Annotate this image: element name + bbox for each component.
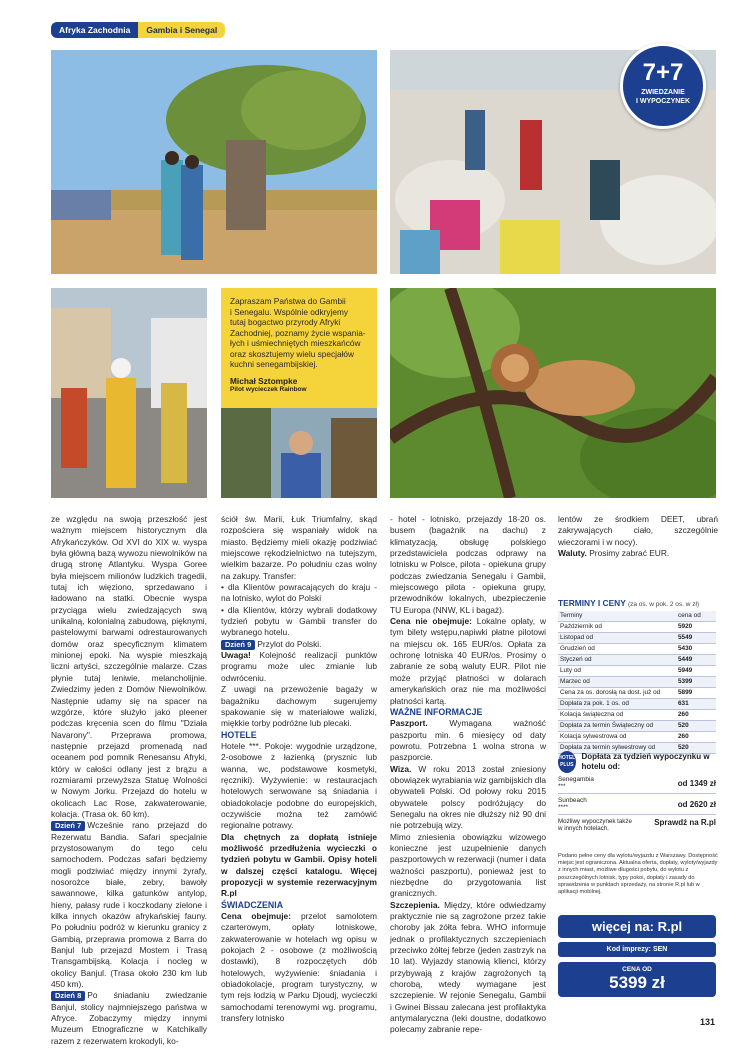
- row-value: 5899: [676, 687, 716, 698]
- col1-paragraph-1: ze względu na swoją przeszłość jest ważnym miejscem historycznym dla Afrykańczyków. Od XVI do XIX w. wyspa była główną bazą wywozu niewolników na drugą stronę Atlantyku. Wyspa Goree była miejscem milionów ludzkich tragedii, tutaj ich więziono, sprzedawano i ładowano na statki. Obecnie wyspa przyciąga wielu zwiedzających swą unikalną, kolonialną zabudową, pięknymi, pastelowymi barwami odrestaurowanych domów oraz specyficznym klimatem minionej epoki. Na wyspie mieszkają liczni artyści, szczególnie malarze. Czas płynie tutaj leniwie, melancholijnie. Zwiedzimy jeden z Domów Niewolników. Następnie udamy się na spacer na wzgórze, które służyło jako pleener podczas kręcenia scen do filmu "Działa Navarony". Przeprawa promowa, następnie przejazd promenadą nad oceanem pod pomnik Renesansu Afryki, który w całości odlany jest z brązu a rozmiarami przewyższa Statuę Wolności w Nowym Jorku. Przejazd do hotelu w okolicach Lac Rose, zakwaterowanie, kolacja. (Trasa ok. 60 km).: [51, 514, 207, 819]
- row-value: 631: [676, 698, 716, 709]
- table-row: [558, 709, 716, 720]
- tour-code: Kod imprezy: SEN: [558, 942, 716, 957]
- col3-paragraph-4: W roku 2013 został zniesiony obowiązek wyrabiania wiz gambijskich dla obywateli Polski. Od połowy roku 2015 obywatele polscy podróżujący do Senegalu na okres nie dłuższy niż 90 dni nie potrzebują wizy.: [390, 763, 547, 831]
- uwaga-text: Kolejność realizacji punktów programu może ulec zmianie lub odwróceniu.: [221, 650, 377, 683]
- table-row: [558, 654, 716, 665]
- hotel-price: od 1349 zł: [677, 778, 716, 788]
- col2-paragraph-2: Przylot do Polski.: [257, 638, 322, 649]
- extension-note: Dla chętnych za dopłatą istnieje możliwość przedłużenia wycieczki o tydzień pobytu w Gambii. Opisy hoteli w dalszej części katalogu. Więcej propozycji w systemie rezerwacyjnym R.pl: [221, 831, 377, 899]
- table-row: [558, 698, 716, 709]
- day-9-label: Dzień 9: [221, 640, 255, 650]
- row-label: Luty od: [558, 665, 676, 676]
- row-value: 5949: [676, 665, 716, 676]
- row-value: 5430: [676, 643, 716, 654]
- row-value: 260: [676, 731, 716, 742]
- col1-paragraph-2: Wcześnie rano przejazd do Rezerwatu Bandia. Safari specjalnie przystosowanym do tego celu samochodem. Podczas safari będziemy mogli podziwiać między innymi żyrafy, nosorożce białe, zebry, bawoły sawannowe, kilka gatunków antylop, hieny, pałasy rude i koczkodany zielone i kilka innych okazów afrykańskiej fauny. Po południu podróż w kierunku granicy z Gambią, przeprawa promowa z Barra do Banjul lub przejazd Mostem i Trasą Transgambijską. Kolacja i nocleg w okolicy Banjul. (Trasa około 230 km lub 450 km).: [51, 820, 207, 990]
- region-tag: Afryka Zachodnia: [51, 22, 138, 38]
- row-value: 5920: [676, 621, 716, 632]
- header-cell: cena od: [676, 611, 716, 621]
- wazne-informacje-heading: WAŻNE INFORMACJE: [390, 706, 483, 717]
- szczepienia-label: Szczepienia.: [390, 899, 440, 910]
- col4-paragraph-2: Prosimy zabrać EUR.: [589, 548, 670, 559]
- price-label: CENA OD: [622, 966, 652, 973]
- fine-print: Podano pełne ceny dla wylotu/wyjazdu z Warszawy. Dostępność miejsc jest ograniczona. Aktualna oferta, dopłaty, wyloty/wyjazdy z innych miast, możliwe długości pobytu, do wylotu z poszczególnych lotnisk, typy pokoi, dopłaty i zasady do sprawdzenia w punktach sprzedaży, na stronie R.pl lub w aplikacji mobilnej.: [558, 853, 718, 896]
- row-label: Listopad od: [558, 632, 676, 643]
- row-value: 260: [676, 709, 716, 720]
- hotel-stars: ***: [558, 783, 566, 790]
- table-row: [558, 665, 716, 676]
- col2-bullet-1: • dla Klientów powracających do kraju - na lotnisko, wylot do Polski: [221, 582, 377, 604]
- badge-number: 7+7: [642, 59, 684, 86]
- row-value: 5549: [676, 632, 716, 643]
- col3-paragraph-2: Lokalne opłaty, w tym bilety wstępu,napiwki płatne pilotowi na miejscu ok. 165 EUR/os. Opłata za ochronę lotniska 40 EUR/os. Prosimy o zabranie ze sobą waluty EUR. Pilot nie może przyjąć płatności w dolarach amerykańskich oraz nie ma możliwości płatności kartą.: [390, 616, 547, 706]
- table-row: [558, 731, 716, 742]
- col2-paragraph-1: ściół św. Marii, Łuk Triumfalny, skąd rozpościera się wspaniały widok na miasto. Będziemy mieli okazję podziwiać miejscowe rękodzielnictwo na tutejszym, wielkim bazarze. Po południu czas wolny na zakupy. Transfer:: [221, 514, 377, 581]
- price-subtitle: (za os. w pok. 2 os. w zł): [627, 601, 700, 608]
- hotel-row: [558, 773, 716, 794]
- row-label: Dopłata za termin Świąteczny od: [558, 720, 676, 731]
- row-value: 5449: [676, 654, 716, 665]
- photo-baobab: [51, 50, 377, 274]
- guide-quote: [221, 288, 377, 408]
- price-table: [558, 611, 716, 754]
- photo-guide: [221, 408, 377, 498]
- row-value: 5399: [676, 676, 716, 687]
- col3-paragraph-1: - hotel - lotnisko, przejazdy 18-20 os. busem (bagażnik na dachu) z klimatyzacją, obsługę polskiego przedstawiciela podczas odprawy na lotnisku w Polsce, pilota - opiekuna grupy podczas zwiedzania Senegalu i Gambii, miejscowego pilota - opiekuna grupy, przewodników lokalnych, ubezpieczenie TU Europa (NNW, KL i bagaż).: [390, 514, 546, 615]
- row-label: Kolacja świąteczna od: [558, 709, 676, 720]
- row-label: Kolacja sylwestrowa od: [558, 731, 676, 742]
- guide-role: Pilot wycieczek Rainbow: [230, 385, 307, 393]
- breadcrumb: [51, 22, 225, 38]
- col4-paragraph-1: lentów ze środkiem DEET, ubrań zakrywających ciało, szczególnie wieczorami i w nocy).: [558, 514, 718, 547]
- day-7-label: Dzień 7: [51, 821, 85, 831]
- table-row: [558, 621, 716, 632]
- hotel-row: [558, 794, 716, 815]
- row-label: Dopłata za pok. 1 os. od: [558, 698, 676, 709]
- photo-women: [51, 288, 207, 498]
- hotel-stars: ****: [558, 804, 568, 811]
- table-header: [558, 611, 716, 621]
- price-box: [558, 962, 716, 997]
- hotel-name: Senegambia: [558, 776, 594, 783]
- col3-paragraph-6: Między, które odwiedzamy praktycznie nie są zagrożone przez takie choroby jak żółta febra. WHO informuje jednak o profilaktycznych szczepieniach przeciwko żółtej febrze (jeden zastrzyk na 10 lat). Wyjazdy stanowią klienci, którzy przybywają z krajów zagrożonych tą chorobą, wtedy wymagane jest szczepienie. W rejonie Senegalu, Gambii i Gwinei Bissau zalecana jest profilaktyka antymalaryczna (leki doustne, dodatkowo polecamy zabranie repe-: [390, 899, 546, 1035]
- price-value: 5399 zł: [609, 973, 665, 992]
- text-column-4: [558, 514, 718, 559]
- col1-paragraph-3: Po śniadaniu zwiedzanie Banjul, stolicy najmniejszego państwa w Afryce. Zobaczymy między innymi Muzeum Etnograficzne w Katchikally razem z rezerwatem krokodyli, ko-: [51, 990, 207, 1046]
- row-label: Styczeń od: [558, 654, 676, 665]
- table-row: [558, 720, 716, 731]
- text-column-2: [221, 514, 377, 1024]
- row-label: Październik od: [558, 621, 676, 632]
- table-row: [558, 676, 716, 687]
- cena-nie-obejmuje-label: Cena nie obejmuje:: [390, 616, 472, 627]
- header-cell: Terminy: [558, 611, 676, 621]
- hotel-price: od 2620 zł: [677, 799, 716, 809]
- row-label: Dopłata za termin sylwestrowy od: [558, 742, 676, 753]
- more-info-button[interactable]: więcej na: R.pl: [558, 915, 716, 938]
- row-label: Cena za os. dorosłą na dost. już od: [558, 687, 676, 698]
- page-number: 131: [700, 1017, 716, 1027]
- badge-caption: ZWIEDZANIE I WYPOCZYNEK: [635, 89, 691, 105]
- table-row: [558, 632, 716, 643]
- paszport-label: Paszport.: [390, 718, 428, 729]
- hotel-note: Możliwy wypoczynek także w innych hotelach.: [558, 818, 632, 832]
- uwaga-label: Uwaga!: [221, 650, 251, 661]
- hotel-name: Sunbeach: [558, 797, 587, 804]
- price-title: TERMINY I CENY: [558, 598, 626, 608]
- day-8-label: Dzień 8: [51, 991, 85, 1001]
- text-column-1: [51, 514, 207, 1047]
- price-table-section: [558, 598, 716, 754]
- hotele-heading: HOTELE: [221, 729, 257, 740]
- hotel-note-link[interactable]: Sprawdź na R.pl: [654, 818, 716, 827]
- wiza-label: Wiza.: [390, 763, 412, 774]
- col2-paragraph-3: Z uwagi na przewożenie bagaży w bagażniku dachowym sugerujemy spakowanie się w materiałowe walizki, miękkie torby podróżne lub plecaki.: [221, 684, 377, 729]
- col3-paragraph-5: Mimo zniesienia obowiązku wizowego konieczne jest uzupełnienie danych paszportowych w rezerwacji (numer i data ważności paszportu), ponieważ jest to niezbędne do przygotowania list granicznych.: [390, 831, 546, 899]
- hotel-box-title: Dopłata za tydzień wypoczynku w hotelu od:: [581, 752, 710, 771]
- waluty-label: Waluty.: [558, 548, 587, 559]
- guide-name: Michał Sztompke: [230, 375, 298, 386]
- quote-text: Zapraszam Państwa do Gambii i Senegalu. Wspólnie odkryjemy tutaj bogactwo przyrody Afryki Zachodniej, poznamy życie wspania- łych i uśmiechniętych mieszkańców oraz skosztujemy wielu specjałów kuchni senegambijskiej.: [230, 296, 366, 369]
- tour-badge: [620, 43, 706, 129]
- row-label: Marzec od: [558, 676, 676, 687]
- table-row: [558, 687, 716, 698]
- row-value: 520: [676, 720, 716, 731]
- col3-paragraph-3: Wymagana ważność paszportu min. 6 miesięcy od daty powrotu. Potrzebna 1 wolna strona w paszporcie.: [390, 718, 546, 763]
- table-row: [558, 643, 716, 654]
- text-column-3: [390, 514, 546, 1036]
- trip-tag: Gambia i Senegal: [138, 22, 225, 38]
- col2-paragraph-5: przelot samolotem czarterowym, opłaty lotniskowe, zakwaterowanie w hotelach wg opisu w pokojach 2 - osobowe (z możliwością dostawki), 8 rozpoczętych dób hotelowych, wyżywienie: śniadania i obiadokolacje, program turystyczny, w tym rejs łodzią w Parku Djoudj, wycieczki samochodami terenowymi wg. programu, transfery lotnisko: [221, 911, 377, 1024]
- col2-paragraph-4: Hotele ***. Pokoje: wygodnie urządzone, 2-osobowe z łazienką (prysznic lub wanna, wc, podstawowe kosmetyki, ręczniki). Wyżywienie: w restauracjach hotelowych serwowane są śniadania i obiadokolacje podobne do europejskich, oczywiście można też zamówić regionalne potrawy.: [221, 740, 377, 831]
- col2-bullet-2: • dla Klientów, którzy wybrali dodatkowy tydzień pobytu w Gambii transfer do wybranego hotelu.: [221, 604, 377, 638]
- cena-obejmuje-label: Cena obejmuje:: [221, 911, 291, 922]
- hotel-extension-box: [558, 751, 716, 832]
- photo-lion: [390, 288, 716, 498]
- swiadczenia-heading: ŚWIADCZENIA: [221, 899, 284, 910]
- row-label: Grudzień od: [558, 643, 676, 654]
- row-value: 520: [676, 742, 716, 753]
- hotel-plus-icon: HOTEL PLUS: [558, 751, 576, 773]
